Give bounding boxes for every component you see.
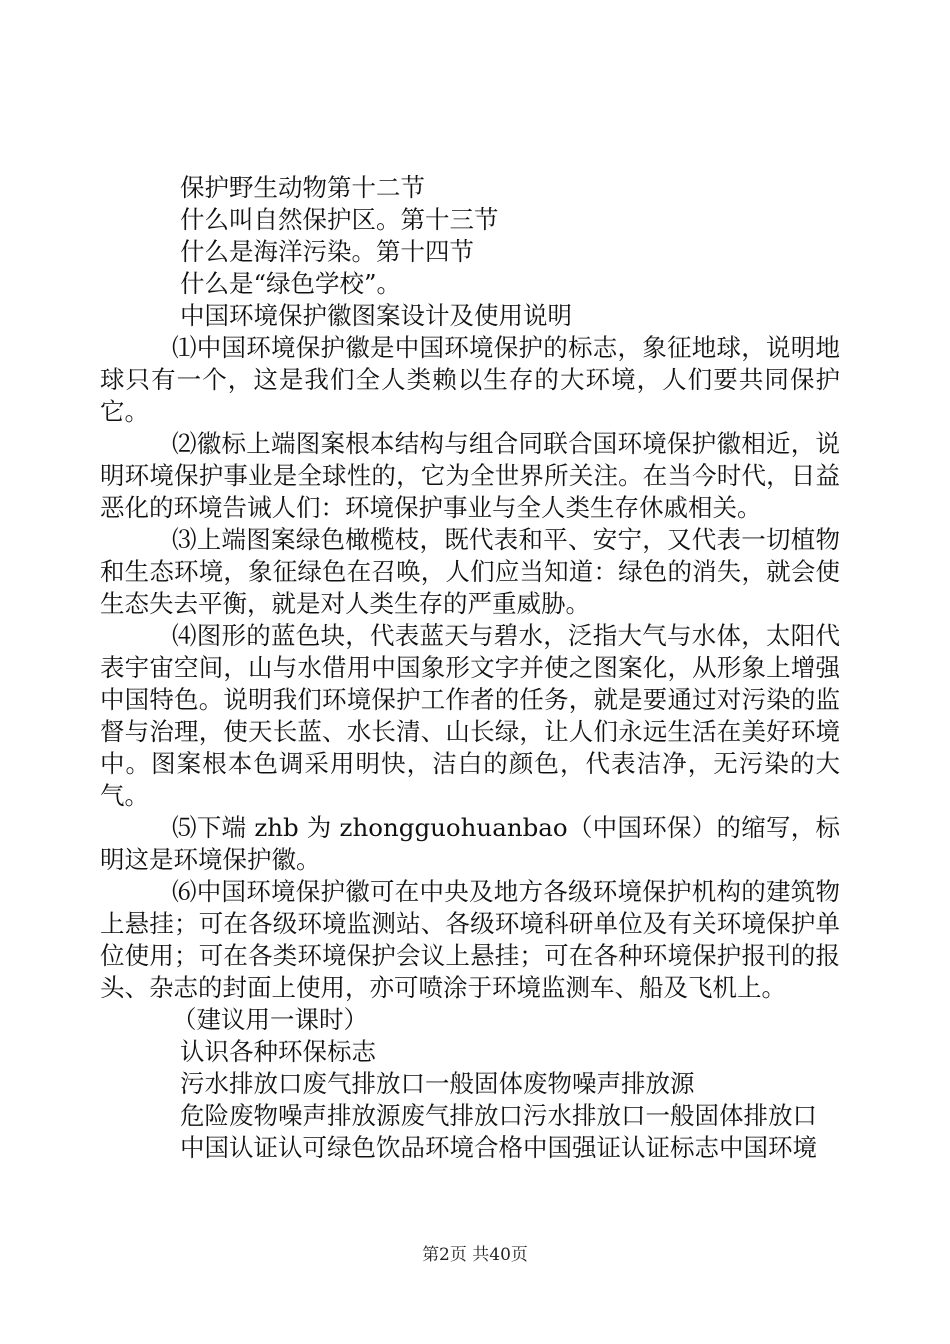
paragraph-6: ⑹中国环境保护徽可在中央及地方各级环境保护机构的建筑物上悬挂；可在各级环境监测站、各级环境科研单位及有关环境保护单位使用；可在各类环境保护会议上悬挂；可在各种环境保护报刊的报头、杂志的封面上使用，亦可喷涂于环境监测车、船及飞机上。 [100, 877, 840, 1002]
paragraph-2: ⑵徽标上端图案根本结构与组合同联合国环境保护徽相近，说明环境保护事业是全球性的，它为全世界所关注。在当今时代，日益恶化的环境告诫人们：环境保护事业与全人类生存休戚相关。 [100, 429, 840, 522]
section-title: 中国环境保护徽图案设计及使用说明 [180, 301, 572, 330]
tail-line: 危险废物噪声排放源废气排放口污水排放口一般固体排放口 [180, 1101, 817, 1130]
lesson-note: （建议用一课时） [172, 1005, 368, 1034]
heading-line: 什么是“绿色学校”。 [180, 269, 402, 298]
page-footer: 第2页 共40页 [422, 1245, 528, 1265]
paragraph-4: ⑷图形的蓝色块，代表蓝天与碧水，泛指大气与水体，太阳代表宇宙空间，山与水借用中国象形文字并使之图案化，从形象上增强中国特色。说明我们环境保护工作者的任务，就是要通过对污染的监督与治理，使天长蓝、水长清、山长绿，让人们永远生活在美好环境中。图案根本色调采用明快，洁白的颜色，代表洁净，无污染的大气。 [100, 621, 840, 810]
tail-line: 污水排放口废气排放口一般固体废物噪声排放源 [180, 1069, 695, 1098]
document-body [100, 172, 840, 1164]
paragraph-3: ⑶上端图案绿色橄榄枝，既代表和平、安宁，又代表一切植物和生态环境，象征绿色在召唤，人们应当知道：绿色的消失，就会使生态失去平衡，就是对人类生存的严重威胁。 [100, 525, 840, 618]
tail-line: 认识各种环保标志 [180, 1037, 376, 1066]
paragraph-1: ⑴中国环境保护徽是中国环境保护的标志，象征地球，说明地球只有一个，这是我们全人类赖以生存的大环境，人们要共同保护它。 [100, 333, 840, 426]
heading-line: 什么是海洋污染。第十四节 [180, 237, 474, 266]
heading-line: 什么叫自然保护区。第十三节 [180, 205, 499, 234]
paragraph-5: ⑸下端 zhb 为 zhongguohuanbao（中国环保）的缩写，标明这是环境保护徽。 [100, 813, 840, 874]
tail-line: 中国认证认可绿色饮品环境合格中国强证认证标志中国环境 [180, 1133, 817, 1162]
heading-line: 保护野生动物第十二节 [180, 173, 425, 202]
